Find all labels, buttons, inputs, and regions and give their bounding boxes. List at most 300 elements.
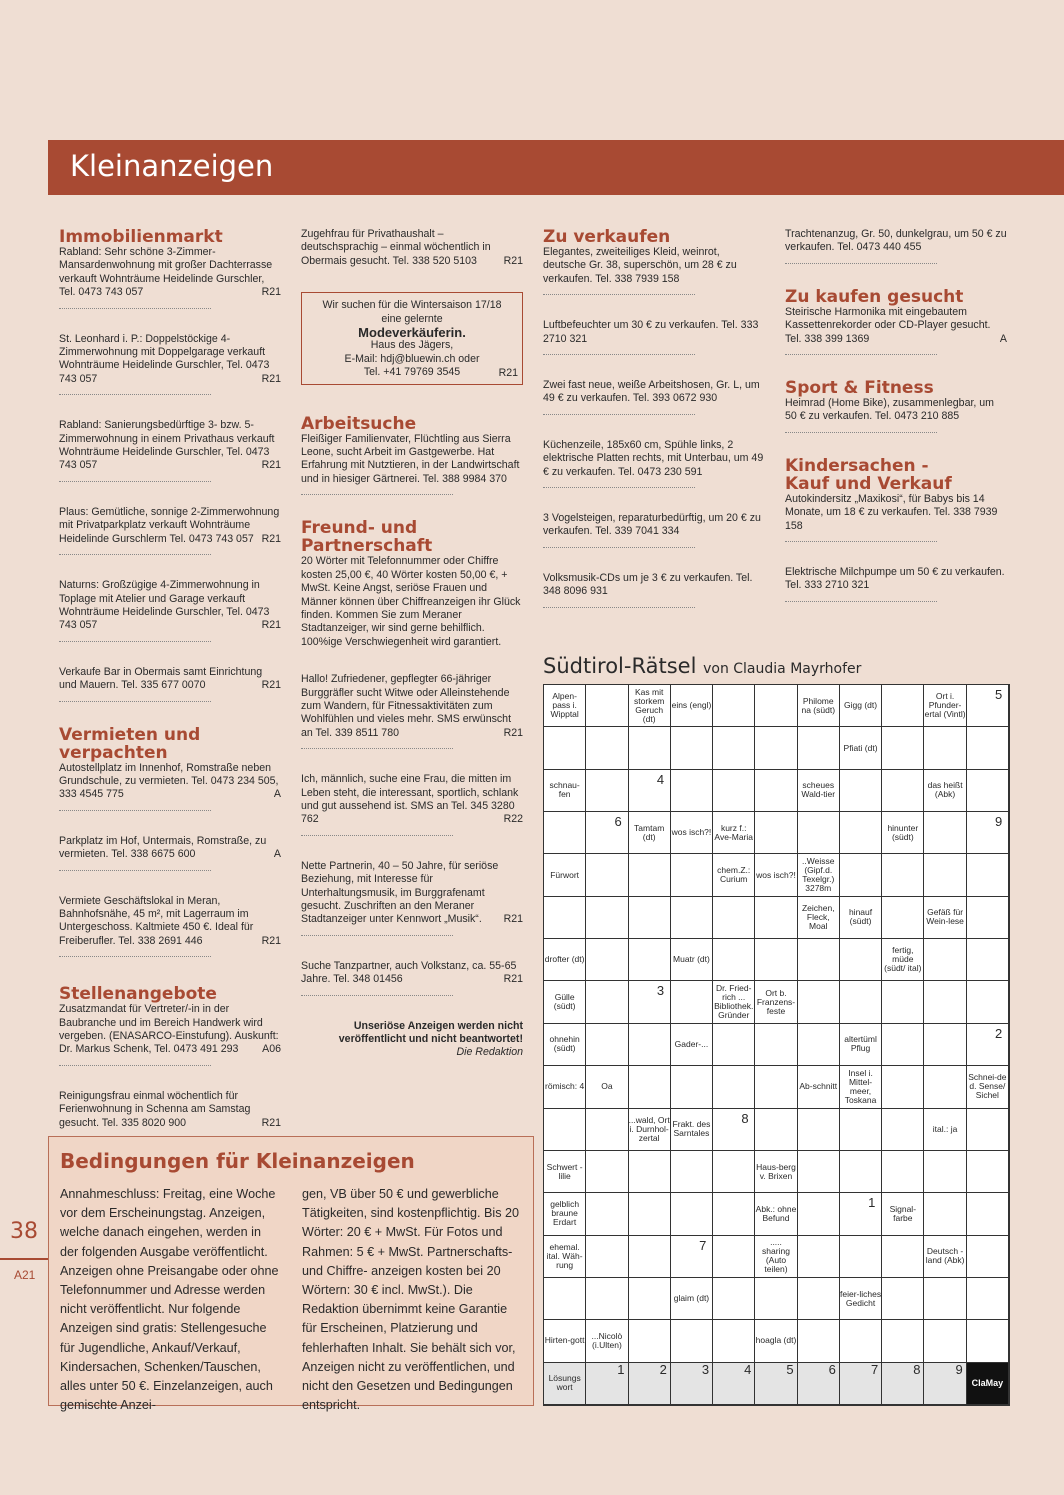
clue-cell: Gülle (südt)	[544, 981, 586, 1023]
grid-cell[interactable]	[586, 939, 628, 981]
grid-cell[interactable]	[671, 1066, 713, 1108]
clue-cell: altertüml Pflug	[840, 1024, 882, 1066]
kids-list	[785, 493, 1007, 608]
jobs-list	[59, 1003, 281, 1145]
search-list	[301, 433, 523, 502]
clue-cell: Fürwort	[544, 854, 586, 896]
clue-cell: Pfiati (dt)	[840, 727, 882, 769]
grid-cell[interactable]	[882, 981, 924, 1023]
clue-cell: feier-liches Gedicht	[840, 1278, 882, 1320]
grid-cell[interactable]	[967, 685, 1009, 727]
column-2	[301, 228, 523, 1060]
grid-cell[interactable]	[798, 1363, 840, 1405]
grid-cell[interactable]	[798, 1024, 840, 1066]
ad-code: A06	[262, 1043, 281, 1056]
ad-text: Plaus: Gemütliche, sonnige 2-Zimmerwohnung mit Privatparkplatz verkauft Wohnträume Heidelinde Gurschlerm Tel. 0473 743 057	[59, 505, 280, 545]
ad-text: Volksmusik-CDs um je 3 € zu verkaufen. Tel. 348 8096 931	[543, 571, 753, 598]
grid-cell[interactable]	[840, 1109, 882, 1151]
ad-item	[59, 333, 281, 402]
grid-cell[interactable]	[713, 1066, 755, 1108]
ad-item	[301, 673, 523, 755]
grid-cell[interactable]	[629, 1193, 671, 1235]
grid-cell[interactable]	[798, 1193, 840, 1235]
ad-item	[59, 419, 281, 488]
ad-text: Reinigungsfrau einmal wöchentlich für Ferienwohnung in Schenna am Samstag gesucht. Tel. 335 8020 900	[59, 1089, 251, 1129]
editor-sign: Die Redaktion	[456, 1046, 523, 1059]
clue-cell: Hirten-gott	[544, 1320, 586, 1362]
clue-cell: Tamtam (dt)	[629, 812, 671, 854]
conditions-title: Bedingungen für Kleinanzeigen	[60, 1149, 415, 1173]
jobs-title: Stellenangebote	[59, 984, 217, 1005]
conditions-box	[48, 1136, 534, 1413]
grid-cell[interactable]	[840, 770, 882, 812]
grid-cell[interactable]	[671, 770, 713, 812]
puzzle-title-text: Südtirol-Rätsel	[543, 654, 697, 678]
page-code: A21	[14, 1268, 36, 1282]
ad-trachtenanzug	[785, 228, 1007, 270]
solution-number: 5	[786, 1361, 794, 1377]
ad-item	[59, 835, 281, 877]
clue-cell: ...Nicolò (i.Ulten)	[586, 1320, 628, 1362]
grid-cell[interactable]	[629, 854, 671, 896]
grid-cell[interactable]	[586, 685, 628, 727]
grid-cell[interactable]	[882, 685, 924, 727]
ad-text: Zwei fast neue, weiße Arbeitshosen, Gr. L, um 49 € zu verkaufen. Tel. 393 0672 930	[543, 379, 760, 405]
solution-number: 3	[701, 1361, 710, 1377]
box-line: eine gelernte	[381, 312, 443, 325]
clue-cell: Alpen-pass i. Wipptal	[544, 685, 586, 727]
immo-title: Immobilienmarkt	[59, 227, 223, 247]
ad-text: Suche Tanzpartner, auch Volkstanz, ca. 55-65 Jahre. Tel. 348 01456	[301, 959, 517, 986]
puzzle-author: von Claudia Mayrhofer	[703, 661, 862, 677]
ad-code: R21	[261, 286, 281, 299]
grid-cell[interactable]	[629, 1320, 671, 1362]
grid-cell[interactable]	[798, 1151, 840, 1193]
ad-text: Verkaufe Bar in Obermais samt Einrichtung und Mauern. Tel. 335 677 0070	[59, 665, 263, 692]
grid-cell[interactable]	[544, 1278, 586, 1320]
clue-cell: Gader-...	[671, 1024, 713, 1066]
grid-cell[interactable]	[713, 1278, 755, 1320]
grid-cell[interactable]	[924, 854, 966, 896]
ad-code: R21	[261, 459, 281, 472]
grid-cell[interactable]	[798, 981, 840, 1023]
grid-cell[interactable]	[924, 812, 966, 854]
grid-cell[interactable]	[671, 727, 713, 769]
grid-cell[interactable]	[629, 897, 671, 939]
clue-cell: Zeichen, Fleck, Moal	[798, 897, 840, 939]
grid-cell[interactable]	[755, 1278, 797, 1320]
grid-cell[interactable]	[882, 1109, 924, 1151]
grid-cell[interactable]	[713, 897, 755, 939]
grid-cell[interactable]	[840, 812, 882, 854]
solution-number: 8	[913, 1361, 921, 1377]
column-3	[543, 228, 765, 632]
grid-cell[interactable]	[586, 1236, 628, 1278]
grid-cell[interactable]	[924, 1151, 966, 1193]
ad-item	[59, 246, 281, 315]
grid-cell[interactable]	[967, 1320, 1009, 1362]
immo-list	[59, 246, 281, 708]
grid-cell[interactable]	[671, 1363, 713, 1405]
grid-cell[interactable]	[713, 1109, 755, 1151]
grid-cell[interactable]	[544, 727, 586, 769]
grid-cell[interactable]	[798, 1320, 840, 1362]
sport-title: Sport & Fitness	[785, 378, 934, 399]
circle-number: 9	[995, 814, 1003, 830]
ad-code: R21	[261, 619, 281, 632]
grid-cell[interactable]	[840, 1236, 882, 1278]
clue-cell: Signal-farbe	[882, 1193, 924, 1235]
box-line: Tel. +41 79769 3545	[363, 366, 461, 379]
grid-cell[interactable]	[798, 812, 840, 854]
grid-cell[interactable]	[755, 897, 797, 939]
circle-number: 6	[614, 814, 622, 830]
circle-number: 4	[656, 771, 665, 787]
solution-number: 9	[955, 1361, 963, 1377]
ad-item	[785, 397, 1007, 439]
grid-cell[interactable]	[586, 770, 628, 812]
clue-cell: Gefäß für Wein-lese	[924, 897, 966, 939]
ad-text: Rabland: Sehr schöne 3-Zimmer-Mansardenwohnung mit großer Dachterrasse verkauft Wohnträume Heidelinde Gurschler, Tel. 0473 743 057	[59, 246, 273, 299]
grid-cell[interactable]	[713, 685, 755, 727]
grid-cell[interactable]	[840, 939, 882, 981]
ad-item	[785, 566, 1007, 608]
grid-cell[interactable]	[924, 1066, 966, 1108]
grid-cell[interactable]	[967, 1236, 1009, 1278]
grid-cell[interactable]	[544, 1109, 586, 1151]
grid-cell[interactable]	[713, 1193, 755, 1235]
ad-code: R21	[503, 913, 523, 926]
crossword-grid	[543, 684, 1010, 1406]
clue-cell: Ort i. Pfunder-ertal (Vintl)	[924, 685, 966, 727]
grid-cell[interactable]	[586, 1363, 628, 1405]
grid-cell[interactable]	[882, 1024, 924, 1066]
ad-text: 3 Vogelsteigen, reparaturbedürftig, um 20 € zu verkaufen. Tel. 339 7041 334	[543, 512, 761, 538]
grid-cell[interactable]	[629, 1363, 671, 1405]
ad-code: R21	[261, 1116, 281, 1129]
ad-code: R22	[503, 813, 523, 826]
clue-cell: Oa	[586, 1066, 628, 1108]
ad-item	[543, 246, 765, 301]
ad-item	[59, 762, 281, 817]
box-code: R21	[498, 367, 518, 380]
grid-cell[interactable]	[586, 1193, 628, 1235]
grid-cell[interactable]	[586, 854, 628, 896]
clue-cell: ital.: ja	[924, 1109, 966, 1151]
sport-list	[785, 397, 1007, 439]
clue-cell: Haus-berg v. Brixen	[755, 1151, 797, 1193]
clamay-logo: ClaMay	[967, 1363, 1009, 1405]
grid-cell[interactable]	[755, 727, 797, 769]
grid-cell[interactable]	[882, 1236, 924, 1278]
clue-cell: Insel i. Mittel-meer, Toskana	[840, 1066, 882, 1108]
clue-cell: gelblich braune Erdart	[544, 1193, 586, 1235]
grid-cell[interactable]	[798, 1109, 840, 1151]
clue-cell: das heißt (Abk)	[924, 770, 966, 812]
clue-cell: Ab-schnitt	[798, 1066, 840, 1108]
grid-cell[interactable]	[798, 1236, 840, 1278]
kids-title-2: Kauf und Verkauf	[785, 473, 952, 494]
grid-cell[interactable]	[671, 1320, 713, 1362]
clue-cell: scheues Wald-tier	[798, 770, 840, 812]
grid-cell[interactable]	[755, 939, 797, 981]
circle-number: 8	[741, 1110, 749, 1126]
clue-cell: ..Weisse (Gipf.d. Texelgr.) 3278m	[798, 854, 840, 896]
grid-cell[interactable]	[586, 1109, 628, 1151]
ad-text: Nette Partnerin, 40 – 50 Jahre, für seriöse Beziehung, mit Interesse für Unterhaltungsmusik, im Burggrafenamt gesucht. Zuschriften an den Meraner Stadtanzeiger unter Kennwort „Musik“.	[301, 859, 499, 926]
solution-number: 4	[744, 1361, 752, 1377]
grid-cell[interactable]	[882, 1066, 924, 1108]
grid-cell[interactable]	[586, 897, 628, 939]
grid-cell[interactable]	[755, 1363, 797, 1405]
grid-cell[interactable]	[713, 1320, 755, 1362]
grid-cell[interactable]	[967, 981, 1009, 1023]
ad-item	[785, 493, 1007, 548]
clue-cell: chem.Z.: Curium	[713, 854, 755, 896]
clue-cell: Abk.: ohne Befund	[755, 1193, 797, 1235]
editor-note: Unseriöse Anzeigen werden nicht veröffentlicht und nicht beantwortet!	[338, 1019, 523, 1046]
grid-cell[interactable]	[882, 897, 924, 939]
grid-cell[interactable]	[586, 812, 628, 854]
ad-text: Zugehfrau für Privathaushalt – deutschsprachig – einmal wöchentlich in Obermais gesucht. Tel. 338 520 5103	[301, 228, 491, 267]
grid-cell[interactable]	[798, 727, 840, 769]
grid-cell[interactable]	[924, 981, 966, 1023]
grid-cell[interactable]	[840, 1151, 882, 1193]
grid-cell[interactable]	[882, 770, 924, 812]
grid-cell[interactable]	[924, 727, 966, 769]
grid-cell[interactable]	[671, 1236, 713, 1278]
ad-item	[543, 439, 765, 494]
buy-title: Zu kaufen gesucht	[785, 286, 964, 307]
grid-cell[interactable]	[586, 1278, 628, 1320]
grid-cell[interactable]	[713, 1151, 755, 1193]
grid-cell[interactable]	[755, 1109, 797, 1151]
friend-list	[301, 673, 523, 1002]
ad-item	[543, 572, 765, 614]
grid-cell[interactable]	[924, 1363, 966, 1405]
ad-code: A	[273, 848, 281, 861]
ad-code: R21	[503, 254, 523, 267]
rent-list	[59, 762, 281, 964]
grid-cell[interactable]	[924, 1320, 966, 1362]
clue-cell: drofter (dt)	[544, 939, 586, 981]
grid-cell[interactable]	[755, 1066, 797, 1108]
section-banner	[48, 140, 1064, 195]
page-number: 38	[10, 1219, 38, 1244]
grid-cell[interactable]	[798, 939, 840, 981]
grid-cell[interactable]	[629, 1066, 671, 1108]
column-4	[785, 228, 1007, 626]
grid-cell[interactable]	[544, 897, 586, 939]
clue-cell: hinauf (südt)	[840, 897, 882, 939]
grid-cell[interactable]	[544, 812, 586, 854]
grid-cell[interactable]	[713, 1024, 755, 1066]
ad-code: A	[999, 332, 1007, 345]
ad-code: A	[273, 788, 281, 801]
clue-cell: Dr. Fried-rich ... Bibliothek. Gründer	[713, 981, 755, 1023]
grid-cell[interactable]	[840, 1363, 882, 1405]
column-1	[59, 228, 281, 1163]
sell-list	[543, 246, 765, 614]
sell-title: Zu verkaufen	[543, 227, 671, 247]
grid-cell[interactable]	[629, 1151, 671, 1193]
ad-item	[59, 506, 281, 561]
grid-cell[interactable]	[798, 1278, 840, 1320]
grid-cell[interactable]	[967, 1024, 1009, 1066]
grid-cell[interactable]	[755, 770, 797, 812]
ad-text: St. Leonhard i. P.: Doppelstöckige 4-Zimmerwohnung mit Doppelgarage verkauft Wohnträume Heidelinde Gurschler, Tel. 0473 743 057	[59, 332, 270, 385]
grid-cell[interactable]	[713, 939, 755, 981]
grid-cell[interactable]	[586, 727, 628, 769]
solution-label: Lösungs wort	[544, 1363, 586, 1405]
grid-cell[interactable]	[967, 727, 1009, 769]
ad-text: Luftbefeuchter um 30 € zu verkaufen. Tel. 333 2710 321	[543, 319, 759, 345]
circle-number: 3	[656, 983, 665, 999]
grid-cell[interactable]	[713, 727, 755, 769]
ad-text: Ich, männlich, suche eine Frau, die mitten im Leben steht, die interessant, sportlich, schlank und gut aussehend ist. SMS an Tel. 345 3280 762	[301, 773, 519, 826]
grid-cell[interactable]	[882, 1320, 924, 1362]
grid-cell[interactable]	[967, 897, 1009, 939]
ad-code: R21	[261, 532, 281, 545]
clue-cell: glaim (dt)	[671, 1278, 713, 1320]
grid-cell[interactable]	[755, 1024, 797, 1066]
ad-text: Küchenzeile, 185x60 cm, Spühle links, 2 elektrische Platten rechts, mit Unterbau, um 49 € zu verkaufen. Tel. 0473 230 591	[543, 438, 764, 478]
grid-cell[interactable]	[840, 854, 882, 896]
grid-cell[interactable]	[924, 939, 966, 981]
clue-cell: hoagla (dt)	[755, 1320, 797, 1362]
conditions-left: Annahmeschluss: Freitag, eine Woche vor dem Erscheinungstag. Anzeigen, welche danach eingehen, werden in der folgenden Ausgabe veröffentlicht. Anzeigen ohne Preisangabe oder ohne Telefonnummer und Adresse werden nicht veröffentlicht. Nur folgende Anzeigen sind gratis: Stellengesuche für Jugendliche, Ankauf/Verkauf, Kindersachen, Schenken/Tauschen, alles unter 50 €. Einzelanzeigen, auch gemischte Anzei-	[60, 1187, 279, 1413]
ad-text: Rabland: Sanierungsbedürftige 3- bzw. 5-Zimmerwohnung in einem Privathaus verkauft Wohnträume Heidelinde Gurschler, Tel. 0473 743 057	[59, 419, 275, 472]
ad-code: R21	[503, 726, 523, 739]
circle-number: 1	[868, 1195, 876, 1211]
grid-cell[interactable]	[629, 770, 671, 812]
grid-cell[interactable]	[629, 1236, 671, 1278]
clue-cell: ohnehin (südt)	[544, 1024, 586, 1066]
ad-item	[59, 895, 281, 964]
grid-cell[interactable]	[671, 1193, 713, 1235]
grid-cell[interactable]	[755, 685, 797, 727]
grid-cell[interactable]	[882, 727, 924, 769]
grid-cell[interactable]	[755, 812, 797, 854]
grid-cell[interactable]	[882, 1151, 924, 1193]
friend-title: Freund- und Partnerschaft	[301, 518, 433, 557]
circle-number: 5	[995, 687, 1003, 702]
ad-item	[301, 960, 523, 1002]
ad-item	[301, 773, 523, 842]
clue-cell: wos isch?!	[755, 854, 797, 896]
grid-cell[interactable]	[967, 1193, 1009, 1235]
ad-item	[59, 1003, 281, 1072]
ad-text: Zusatzmandat für Vertreter/-in in der Baubranche und im Bereich Handwerk wird vergeben. (ENASARCO-Einstufung). Auskunft: Dr. Markus Schenk, Tel. 0473 491 293	[59, 1003, 279, 1056]
ad-text: Trachtenanzug, Gr. 50, dunkelgrau, um 50 € zu verkaufen. Tel. 0473 440 455	[785, 228, 1007, 254]
ad-code: R21	[261, 372, 281, 385]
grid-cell[interactable]	[629, 727, 671, 769]
puzzle-title	[543, 654, 861, 678]
grid-cell[interactable]	[924, 1278, 966, 1320]
grid-cell[interactable]	[967, 1151, 1009, 1193]
grid-cell[interactable]	[840, 981, 882, 1023]
box-line: Wir suchen für die Wintersaison 17/18	[322, 299, 502, 312]
grid-cell[interactable]	[629, 1024, 671, 1066]
solution-number: 7	[870, 1361, 879, 1377]
grid-cell[interactable]	[586, 1151, 628, 1193]
ad-text: Steirische Harmonika mit eingebautem Kassettenrekorder oder CD-Player gesucht. Tel. 338 399 1369	[785, 305, 991, 345]
clue-cell: wos isch?!	[671, 812, 713, 854]
grid-cell[interactable]	[629, 1278, 671, 1320]
grid-cell[interactable]	[967, 770, 1009, 812]
friend-intro	[301, 555, 523, 655]
grid-cell[interactable]	[629, 939, 671, 981]
clue-cell: römisch: 4	[544, 1066, 586, 1108]
clue-cell: ..... sharing (Auto teilen)	[755, 1236, 797, 1278]
clue-cell: Philome na (südt)	[798, 685, 840, 727]
ad-text: Elektrische Milchpumpe um 50 € zu verkaufen. Tel. 333 2710 321	[785, 566, 1005, 592]
grid-cell[interactable]	[586, 981, 628, 1023]
clue-cell: kurz f.: Ave-Maria	[713, 812, 755, 854]
grid-cell[interactable]	[713, 1236, 755, 1278]
grid-cell[interactable]	[629, 981, 671, 1023]
solution-number: 6	[828, 1361, 836, 1377]
solution-number: 1	[617, 1361, 625, 1377]
rent-title: Vermieten und verpachten	[59, 724, 201, 763]
clue-cell: eins (engl)	[671, 685, 713, 727]
grid-cell[interactable]	[671, 1151, 713, 1193]
ad-item	[543, 512, 765, 554]
grid-cell[interactable]	[967, 1278, 1009, 1320]
grid-cell[interactable]	[924, 1193, 966, 1235]
ad-text: Vermiete Geschäftslokal in Meran, Bahnhofsnähe, 45 m², mit Lagerraum im Untergeschoss. Kaltmiete 450 €. Ideal für Freiberufler. Tel. 338 2691 446	[59, 894, 254, 947]
ad-item	[59, 666, 281, 708]
grid-cell[interactable]	[967, 1109, 1009, 1151]
grid-cell[interactable]	[882, 854, 924, 896]
ad-item	[543, 319, 765, 361]
ad-zugehfrau	[301, 228, 523, 274]
clue-cell: Gigg (dt)	[840, 685, 882, 727]
box-line: E-Mail: hdj@bluewin.ch oder	[344, 352, 480, 365]
ad-text: Naturns: Großzügige 4-Zimmerwohnung in Toplage mit Atelier und Garage verkauft Wohnträume Heidelinde Gurschler, Tel. 0473 743 057	[59, 579, 270, 632]
clue-cell: ...wald, Ort i. Durnhol-zertal	[629, 1109, 671, 1151]
grid-cell[interactable]	[671, 854, 713, 896]
clue-cell: Deutsch -land (Abk)	[924, 1236, 966, 1278]
solution-number: 2	[659, 1361, 667, 1377]
conditions-right: gen, VB über 50 € und gewerbliche Tätigkeiten, sind kostenpflichtig. Bis 20 Wörter: 20 € + MwSt. Für Fotos und Rahmen: 5 € + MwSt. Partnerschafts- und Chiffre- anzeigen kosten bei 20 Wörtern: 30 € incl. MwSt.). Die Redaktion übernimmt keine Garantie für Erscheinen, Platzierung und fehlerhaften Inhalt. Sie behält sich vor, Anzeigen nicht zu veröffentlichen, und nicht den Gesetzen und Bedingungen entspricht.	[302, 1187, 520, 1413]
clue-cell: Muatr (dt)	[671, 939, 713, 981]
grid-cell[interactable]	[840, 1193, 882, 1235]
grid-cell[interactable]	[586, 1024, 628, 1066]
grid-cell[interactable]	[924, 1024, 966, 1066]
box-headline: Modeverkäuferin.	[358, 325, 466, 341]
grid-cell[interactable]	[967, 812, 1009, 854]
ad-code: R21	[503, 973, 523, 986]
grid-cell[interactable]	[671, 897, 713, 939]
clue-cell: Kas mit storkem Geruch (dt)	[629, 685, 671, 727]
grid-cell[interactable]	[967, 854, 1009, 896]
grid-cell[interactable]	[840, 1320, 882, 1362]
ad-text: Fleißiger Familienvater, Flüchtling aus Sierra Leone, sucht Arbeit im Gastgewerbe. Hat Erfahrung mit Nutztieren, in der Landwirtschaft und in hiesiger Gärtnerei. Tel. 388 9984 370	[301, 432, 520, 485]
grid-cell[interactable]	[713, 1363, 755, 1405]
ad-item	[543, 379, 765, 421]
ad-text: Autokindersitz „Maxikosi“, für Babys bis 14 Monate, um 18 € zu verkaufen. Tel. 338 7939 158	[785, 492, 998, 532]
grid-cell[interactable]	[882, 1363, 924, 1405]
grid-cell[interactable]	[882, 1278, 924, 1320]
page-rule	[0, 1258, 48, 1260]
friend-intro-text: 20 Wörter mit Telefonnummer oder Chiffre kosten 25,00 €, 40 Wörter kosten 50,00 €, + MwSt. Keine Angst, seriöse Frauen und Männer können über Chiffreanzeigen ihr Glück finden. Kommen Sie zum Meraner Stadtanzeiger, wir sind gerne behilflich. 100%ige Verschwiegenheit wird garantiert.	[301, 555, 521, 648]
clue-cell: ehemal. ital. Wäh-rung	[544, 1236, 586, 1278]
grid-cell[interactable]	[967, 939, 1009, 981]
grid-cell[interactable]	[671, 981, 713, 1023]
box-ad	[301, 292, 523, 384]
grid-cell[interactable]	[713, 770, 755, 812]
